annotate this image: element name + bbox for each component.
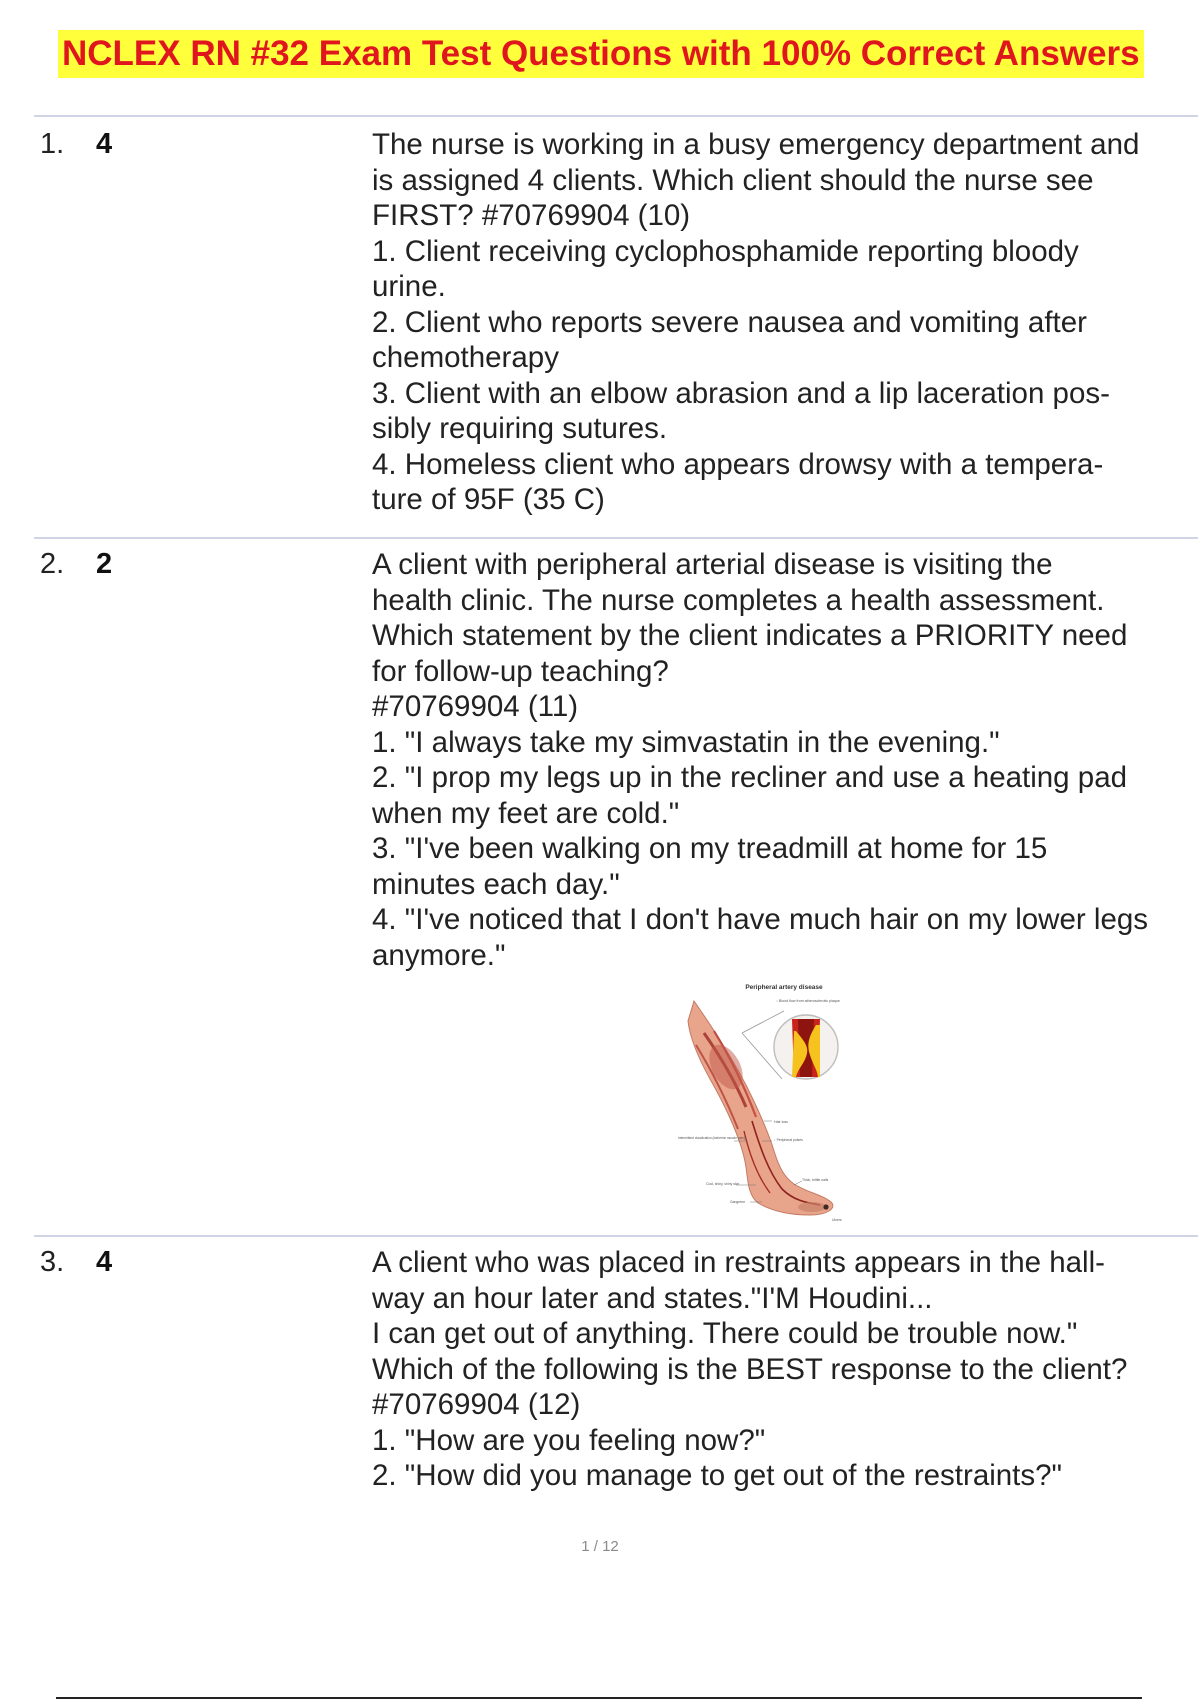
figure-label: Thick, brittle nails [802, 1178, 829, 1182]
figure-label: Ulcers [832, 1218, 842, 1222]
option-line: when my feet are cold." [372, 796, 680, 830]
divider [34, 537, 1198, 539]
question-line: A client who was placed in restraints appears in the hall- [372, 1246, 1105, 1279]
figure-label: Hair loss [774, 1120, 788, 1124]
question-text [372, 1245, 1192, 1494]
figure-label: Gangrene [730, 1200, 746, 1204]
question-number: 2. [40, 548, 65, 580]
option-line: 2. Client who reports severe nausea and vomiting after [372, 305, 1087, 339]
option-line: anymore." [372, 938, 506, 972]
answer-key: 4 [96, 128, 113, 160]
option-line: sibly requiring sutures. [372, 412, 668, 445]
figure-label: ↓ Peripheral pulses [774, 1138, 803, 1142]
question-number: 1. [40, 128, 65, 160]
option-line: urine. [372, 270, 446, 303]
option-line: ture of 95F (35 C) [372, 483, 605, 516]
option-line: 2. "How did you manage to get out of the restraints?" [372, 1459, 1063, 1492]
question-line: The nurse is working in a busy emergency department and [372, 128, 1140, 161]
peripheral-artery-disease-illustration [678, 981, 896, 1231]
question-line: is assigned 4 clients. Which client should the nurse see [372, 163, 1094, 197]
page-indicator: 1 / 12 [581, 1538, 619, 1555]
option-line: 3. Client with an elbow abrasion and a lip laceration pos- [372, 376, 1110, 410]
question-line: FIRST? #70769904 (10) [372, 199, 691, 232]
question-text [372, 127, 1192, 518]
divider [34, 115, 1198, 117]
option-line: 4. Homeless client who appears drowsy with a tempera- [372, 447, 1104, 481]
option-line: 1. Client receiving cyclophosphamide reporting bloody [372, 234, 1079, 268]
figure-title: Peripheral artery disease [745, 984, 823, 991]
answer-key: 2 [96, 548, 113, 580]
option-line: 4. "I've noticed that I don't have much hair on my lower legs [372, 903, 1149, 936]
answer-key: 4 [96, 1246, 113, 1278]
question-line: A client with peripheral arterial disease is visiting the [372, 548, 1053, 581]
question-number: 3. [40, 1246, 65, 1278]
question-line: #70769904 (12) [372, 1388, 581, 1421]
question-line: Which statement by the client indicates a PRIORITY need [372, 619, 1128, 652]
option-line: 3. "I've been walking on my treadmill at home for 15 [372, 832, 1048, 865]
footer-divider [56, 1697, 1142, 1699]
question-line: Which of the following is the BEST response to the client? [372, 1352, 1128, 1386]
question-line: #70769904 (11) [372, 690, 579, 723]
question-line: way an hour later and states."I'M Houdini... [372, 1281, 933, 1315]
figure-label: Cool, shiny, shiny skin [706, 1182, 740, 1186]
option-line: 1. "I always take my simvastatin in the evening." [372, 725, 1000, 759]
option-line: chemotherapy [372, 341, 559, 374]
page-title: NCLEX RN #32 Exam Test Questions with 100% Correct Answers [58, 30, 1144, 78]
question-line: I can get out of anything. There could be trouble now." [372, 1317, 1078, 1350]
option-line: 1. "How are you feeling now?" [372, 1423, 766, 1457]
divider [34, 1235, 1198, 1237]
question-line: for follow-up teaching? [372, 654, 669, 688]
question-text [372, 547, 1192, 973]
option-line: 2. "I prop my legs up in the recliner and use a heating pad [372, 761, 1128, 794]
option-line: minutes each day." [372, 867, 620, 901]
figure-label: ↓ Blood flow from atherosclerotic plaque [776, 999, 840, 1003]
question-line: health clinic. The nurse completes a health assessment. [372, 583, 1105, 617]
figure-label: Intermittent claudication (ischemic muscle pain) [678, 1136, 745, 1140]
